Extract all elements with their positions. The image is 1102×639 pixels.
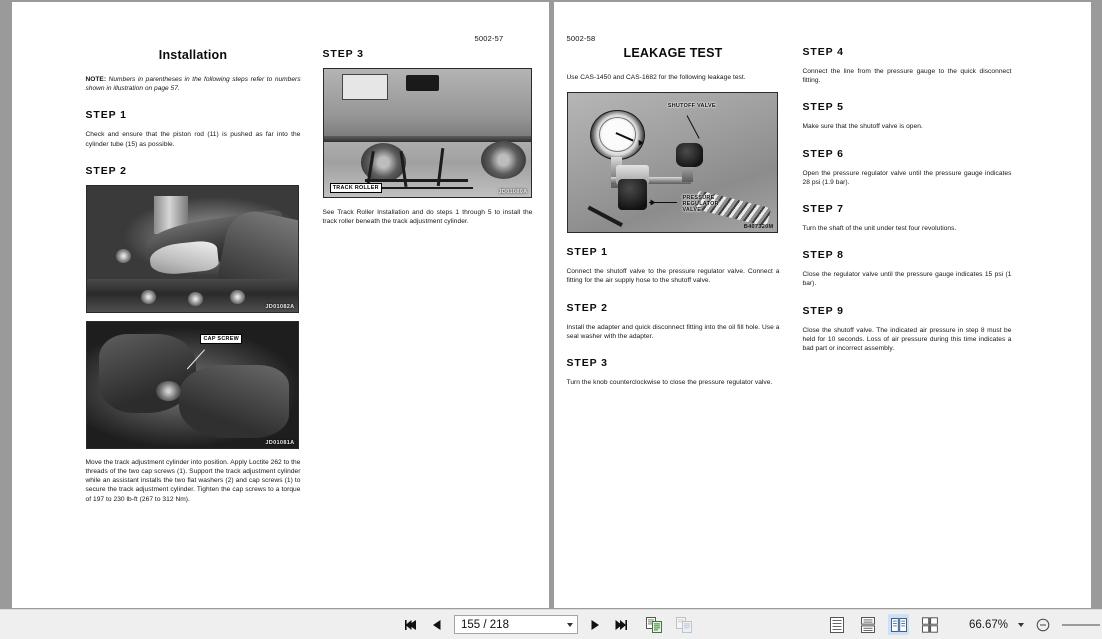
last-page-icon[interactable]: [612, 615, 630, 635]
figure-jd01082a-caption: JD01082A: [265, 303, 295, 310]
step-2-heading: STEP 2: [85, 164, 127, 177]
page-title-installation: Installation: [158, 48, 228, 62]
note-label: NOTE:: [85, 76, 107, 83]
figure-b407320m-caption: B407320M: [743, 224, 774, 231]
step-5-text: Make sure that the shutoff valve is open.: [802, 123, 923, 131]
zoom-level-value: 66.67%: [968, 618, 1008, 631]
prv-line-2: REGULATOR: [682, 201, 719, 208]
single-page-view-icon[interactable]: [826, 614, 847, 635]
shutoff-valve-callout: SHUTOFF VALVE: [667, 102, 716, 109]
page-right: [554, 2, 1091, 608]
two-page-view-icon[interactable]: [888, 614, 909, 635]
step-3-text-right: Turn the knob counterclockwise to close the pressure regulator valve.: [566, 379, 773, 387]
step-3-heading-right: STEP 3: [566, 357, 608, 370]
figure-jd01081a-caption: JD01081A: [265, 439, 295, 446]
page-left: [12, 2, 549, 608]
page-pane-icon[interactable]: [674, 615, 696, 635]
figure-jd01082a: [86, 185, 299, 313]
bottom-toolbar: [0, 609, 1102, 639]
view-and-zoom-group: [826, 614, 1102, 635]
step-7-text: Turn the shaft of the unit under test four revolutions.: [802, 225, 957, 233]
step-8-text: Close the regulator valve until the pressure gauge indicates 15 psi (1 bar).: [802, 271, 1012, 288]
step-1-heading: STEP 1: [85, 109, 127, 122]
track-roller-callout: TRACK ROLLER: [330, 183, 382, 193]
folio-right: 5002-58: [566, 34, 596, 43]
zoom-out-icon[interactable]: [1034, 615, 1052, 635]
folio-left: 5002-57: [474, 34, 504, 43]
page-title-leakage-test: LEAKAGE TEST: [623, 46, 723, 60]
zoom-chevron-down-icon[interactable]: [1018, 623, 1024, 627]
figure-jd01081a: [86, 321, 299, 449]
right-column-1: [567, 46, 780, 387]
step-2-text: Move the track adjustment cylinder into position. Apply Loctite 262 to the threads of the two cap screws (1). Support the track adjustment cylinder while an assistant installs the two flat washers (2) and cap screws (1) to secure the track adjustment cylinder. Tighten the cap screws to a torque of 197 to 230 lb-ft (267 to 312 Nm).: [85, 458, 301, 503]
leakage-intro-text: Use CAS-1450 and CAS-1682 for the following leakage test.: [566, 74, 746, 81]
step-4-heading: STEP 4: [802, 46, 844, 58]
right-column-2: [803, 46, 1012, 353]
figure-b407320m: [567, 92, 778, 233]
step-1-text-right: Connect the shutoff valve to the pressure regulator valve. Connect a fitting for the air supply hose to the shutoff valve.: [566, 268, 780, 285]
step-3-text: See Track Roller Installation and do steps 1 through 5 to install the track roller beneath the track adjustment cylinder.: [322, 209, 533, 226]
prv-line-1: PRESSURE: [682, 194, 715, 201]
step-1-text: Check and ensure that the piston rod (11) is pushed as far into the cylinder tube (15) as possible.: [85, 131, 301, 148]
continuous-scroll-view-icon[interactable]: [857, 614, 878, 635]
left-column-2: [323, 48, 533, 226]
figure-jd01080a-caption: JD01080A: [498, 189, 528, 195]
note-text: Numbers in parentheses in the following steps refer to numbers shown in illustration on page 57.: [85, 76, 301, 93]
note-paragraph: [86, 75, 301, 93]
zoom-slider[interactable]: [1062, 624, 1100, 626]
page-number-input[interactable]: [454, 615, 578, 634]
two-page-scroll-view-icon[interactable]: [919, 614, 940, 635]
page-number-value: 155 / 218: [461, 618, 509, 631]
step-6-heading: STEP 6: [802, 147, 844, 160]
pressure-regulator-valve-callout: [682, 195, 718, 214]
prv-line-3: VALVE: [682, 207, 702, 214]
next-page-icon[interactable]: [586, 615, 604, 635]
page-navigation-group: [402, 615, 696, 635]
figure-jd01080a: [323, 68, 532, 198]
step-2-heading-right: STEP 2: [566, 301, 608, 314]
chevron-down-icon[interactable]: [567, 623, 573, 627]
step-6-text: Open the pressure regulator valve until the pressure gauge indicates 28 psi (1.9 bar).: [802, 169, 1012, 186]
step-4-text: Connect the line from the pressure gauge to the quick disconnect fitting.: [802, 68, 1012, 85]
first-page-icon[interactable]: [402, 615, 420, 635]
step-9-heading: STEP 9: [802, 304, 844, 317]
cap-screw-callout: CAP SCREW: [200, 334, 242, 344]
step-5-heading: STEP 5: [802, 101, 844, 114]
step-1-heading-right: STEP 1: [566, 246, 608, 259]
step-8-heading: STEP 8: [802, 249, 844, 262]
left-column-1: [86, 48, 301, 504]
step-7-heading: STEP 7: [802, 203, 844, 216]
page-thumbnails-icon[interactable]: [644, 615, 666, 635]
previous-page-icon[interactable]: [428, 615, 446, 635]
step-2-text-right: Install the adapter and quick disconnect fitting into the oil fill hole. Use a seal washer with the adapter.: [566, 323, 780, 340]
viewport-left-gutter: [0, 0, 8, 609]
step-9-text: Close the shutoff valve. The indicated air pressure in step 8 must be held for 10 seconds. Loss of air pressure during this time indicates a bad part or incorrect assembly.: [802, 326, 1012, 353]
step-3-heading: STEP 3: [322, 48, 364, 60]
